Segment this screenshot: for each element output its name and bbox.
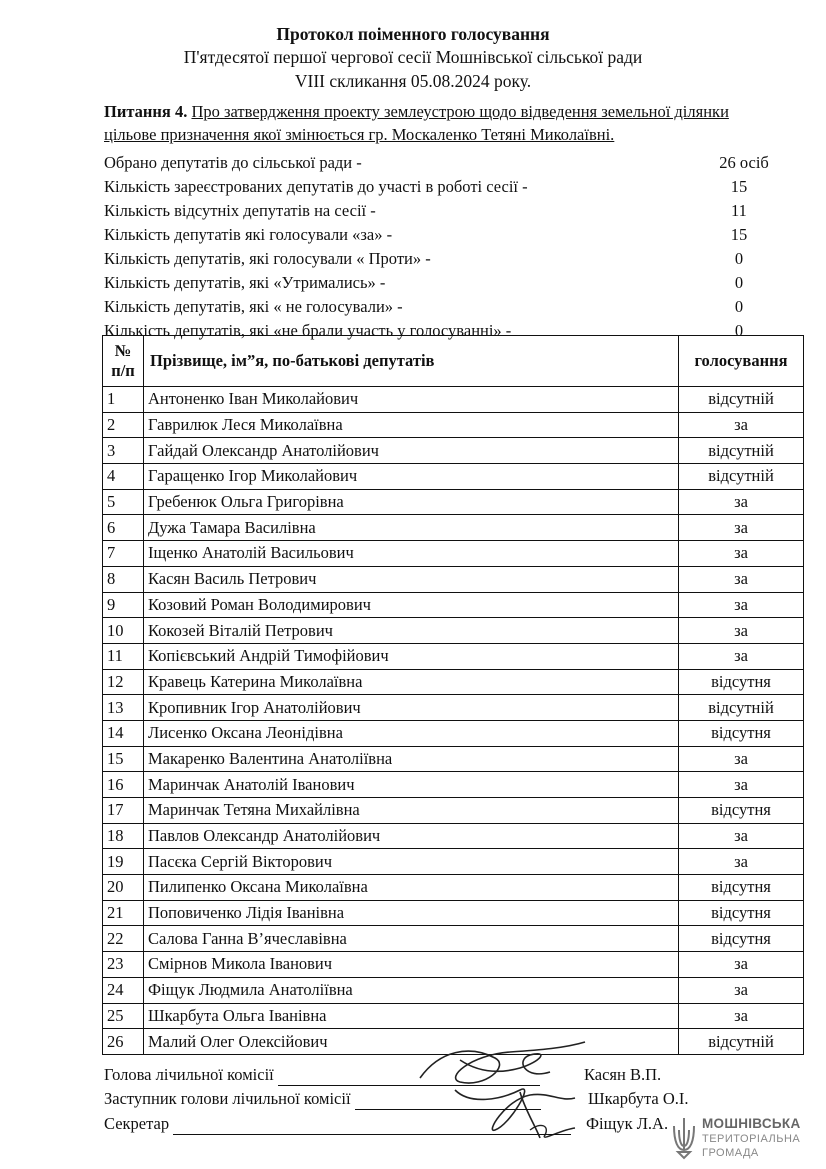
- table-row: [103, 798, 804, 824]
- deputy-name: Пилипенко Оксана Миколаївна: [144, 875, 679, 901]
- vote-result: за: [679, 952, 804, 978]
- row-number: 19: [103, 849, 144, 875]
- table-row: [103, 643, 804, 669]
- vote-result: відсутній: [679, 1029, 804, 1055]
- deputy-name: Гребенюк Ольга Григорівна: [144, 489, 679, 515]
- chair-signature-line: [104, 1064, 540, 1086]
- deputy-name: Копієвський Андрій Тимофійович: [144, 643, 679, 669]
- deputy-signature-line: [104, 1088, 541, 1110]
- row-number: 11: [103, 643, 144, 669]
- table-row: [103, 1003, 804, 1029]
- row-number: 1: [103, 387, 144, 413]
- row-number: 25: [103, 1003, 144, 1029]
- deputy-name: Смірнов Микола Іванович: [144, 952, 679, 978]
- table-row: [103, 464, 804, 490]
- deputy-name: Шкарбута Ольга Іванівна: [144, 1003, 679, 1029]
- row-number: 15: [103, 746, 144, 772]
- deputy-name: Поповиченко Лідія Іванівна: [144, 900, 679, 926]
- deputy-name: Кравець Катерина Миколаївна: [144, 669, 679, 695]
- stat-row: [104, 271, 804, 295]
- vote-result: відсутній: [679, 438, 804, 464]
- table-row: [103, 977, 804, 1003]
- table-row: [103, 952, 804, 978]
- table-row: [103, 720, 804, 746]
- row-number: 18: [103, 823, 144, 849]
- vote-result: відсутня: [679, 900, 804, 926]
- vote-result: за: [679, 541, 804, 567]
- table-row: [103, 387, 804, 413]
- vote-result: за: [679, 566, 804, 592]
- document-title: Протокол поіменного голосування: [276, 24, 550, 44]
- vote-result: відсутній: [679, 695, 804, 721]
- row-number: 21: [103, 900, 144, 926]
- deputy-name: Гайдай Олександр Анатолійович: [144, 438, 679, 464]
- stat-label: Кількість депутатів, які « не голосували» -: [104, 297, 403, 316]
- row-number: 9: [103, 592, 144, 618]
- secretary-label: Секретар: [104, 1114, 170, 1133]
- table-row: [103, 592, 804, 618]
- stat-row: [104, 175, 804, 199]
- table-row: [103, 900, 804, 926]
- deputy-label: Заступник голови лічильної комісії: [104, 1089, 351, 1108]
- deputy-name: Маринчак Анатолій Іванович: [144, 772, 679, 798]
- deputy-name: Гаращенко Ігор Миколайович: [144, 464, 679, 490]
- header-vote: голосування: [679, 336, 804, 387]
- row-number: 8: [103, 566, 144, 592]
- deputy-name: Антоненко Іван Миколайович: [144, 387, 679, 413]
- vote-result: відсутній: [679, 387, 804, 413]
- community-watermark: [670, 1114, 810, 1164]
- vote-statistics: [104, 151, 804, 343]
- question-block: Питання 4. Про затвердження проекту землеустрою щодо відведення земельної ділянки цільове призначення якої змінюється гр. Москаленко Тетяні Миколаївні.: [104, 102, 729, 144]
- deputy-name: Маринчак Тетяна Михайлівна: [144, 798, 679, 824]
- row-number: 5: [103, 489, 144, 515]
- vote-result: за: [679, 746, 804, 772]
- row-number: 20: [103, 875, 144, 901]
- question-text-line1: Про затвердження проекту землеустрою щодо відведення земельної ділянки: [191, 102, 729, 121]
- chair-name: Касян В.П.: [584, 1065, 662, 1084]
- row-number: 24: [103, 977, 144, 1003]
- stat-row: [104, 295, 804, 319]
- row-number: 2: [103, 412, 144, 438]
- stat-value: 0: [734, 273, 744, 292]
- vote-result: відсутня: [679, 798, 804, 824]
- vote-table: [102, 335, 804, 1055]
- stat-value: 0: [734, 297, 744, 316]
- deputy-name: Шкарбута О.І.: [588, 1089, 689, 1108]
- convocation-date: VIII скликання 05.08.2024 року.: [294, 71, 532, 91]
- stat-value: 15: [730, 225, 748, 244]
- deputy-name: Салова Ганна В’ячеславівна: [144, 926, 679, 952]
- deputy-name: Лисенко Оксана Леонідівна: [144, 720, 679, 746]
- stat-label: Кількість депутатів, які «не брали участь у голосуванні» -: [104, 321, 512, 340]
- deputy-name: Козовий Роман Володимирович: [144, 592, 679, 618]
- header-name: Прізвище, ім”я, по-батькові депутатів: [144, 336, 679, 387]
- table-row: [103, 695, 804, 721]
- stat-value: 26 осіб: [719, 153, 769, 172]
- deputy-name: Фіщук Людмила Анатоліївна: [144, 977, 679, 1003]
- deputy-name: Малий Олег Олексійович: [144, 1029, 679, 1055]
- stat-label: Кількість зареєстрованих депутатів до участі в роботі сесії -: [104, 177, 528, 196]
- table-row: [103, 412, 804, 438]
- row-number: 13: [103, 695, 144, 721]
- stat-label: Кількість депутатів, які «Утримались» -: [104, 273, 386, 292]
- deputy-name: Касян Василь Петрович: [144, 566, 679, 592]
- table-header-row: [103, 336, 804, 387]
- vote-result: за: [679, 592, 804, 618]
- stat-label: Кількість відсутніх депутатів на сесії -: [104, 201, 376, 220]
- row-number: 17: [103, 798, 144, 824]
- stat-row: [104, 223, 804, 247]
- table-row: [103, 541, 804, 567]
- vote-result: за: [679, 772, 804, 798]
- vote-result: за: [679, 412, 804, 438]
- watermark-line2: ТЕРИТОРІАЛЬНА: [702, 1133, 801, 1145]
- stat-row: [104, 151, 804, 175]
- table-row: [103, 926, 804, 952]
- table-body: [103, 387, 804, 1055]
- question-text-line2: цільове призначення якої змінюється гр. Москаленко Тетяні Миколаївні.: [104, 125, 615, 144]
- vote-result: відсутня: [679, 669, 804, 695]
- vote-result: відсутня: [679, 926, 804, 952]
- table-row: [103, 438, 804, 464]
- row-number: 4: [103, 464, 144, 490]
- vote-result: за: [679, 977, 804, 1003]
- row-number: 3: [103, 438, 144, 464]
- row-number: 7: [103, 541, 144, 567]
- table-row: [103, 875, 804, 901]
- vote-result: за: [679, 643, 804, 669]
- vote-result: відсутній: [679, 464, 804, 490]
- vote-result: за: [679, 823, 804, 849]
- table-row: [103, 823, 804, 849]
- deputy-name: Пасєка Сергій Вікторович: [144, 849, 679, 875]
- row-number: 16: [103, 772, 144, 798]
- table-row: [103, 669, 804, 695]
- watermark-line3: ГРОМАДА: [702, 1147, 759, 1159]
- row-number: 12: [103, 669, 144, 695]
- table-row: [103, 772, 804, 798]
- vote-result: за: [679, 618, 804, 644]
- session-subtitle: П'ятдесятої першої чергової сесії Мошнівської сільської ради: [183, 47, 643, 67]
- deputy-name: Кропивник Ігор Анатолійович: [144, 695, 679, 721]
- row-number: 6: [103, 515, 144, 541]
- table-row: [103, 618, 804, 644]
- deputy-name: Дужа Тамара Василівна: [144, 515, 679, 541]
- deputy-name: Макаренко Валентина Анатоліївна: [144, 746, 679, 772]
- table-row: [103, 566, 804, 592]
- vote-result: за: [679, 1003, 804, 1029]
- stat-value: 0: [734, 321, 744, 340]
- table-row: [103, 746, 804, 772]
- deputy-name: Гаврилюк Леся Миколаївна: [144, 412, 679, 438]
- deputy-name: Кокозей Віталій Петрович: [144, 618, 679, 644]
- table-row: [103, 515, 804, 541]
- table-row: [103, 849, 804, 875]
- stat-value: 15: [730, 177, 748, 196]
- stat-value: 0: [734, 249, 744, 268]
- row-number: 26: [103, 1029, 144, 1055]
- deputy-name: Павлов Олександр Анатолійович: [144, 823, 679, 849]
- table-row: [103, 489, 804, 515]
- question-label: Питання 4: [104, 102, 184, 121]
- row-number: 22: [103, 926, 144, 952]
- row-number: 10: [103, 618, 144, 644]
- vote-result: відсутня: [679, 720, 804, 746]
- vote-result: за: [679, 849, 804, 875]
- row-number: 23: [103, 952, 144, 978]
- stat-label: Обрано депутатів до сільської ради -: [104, 153, 362, 172]
- secretary-name: Фіщук Л.А.: [586, 1114, 669, 1133]
- vote-result: за: [679, 489, 804, 515]
- vote-result: за: [679, 515, 804, 541]
- secretary-signature-line: [104, 1113, 571, 1135]
- row-number: 14: [103, 720, 144, 746]
- chair-label: Голова лічильної комісії: [104, 1065, 274, 1084]
- vote-result: відсутня: [679, 875, 804, 901]
- trident-icon: [670, 1116, 698, 1160]
- stat-row: [104, 247, 804, 271]
- stat-row: [104, 199, 804, 223]
- watermark-line1: МОШНІВСЬКА: [702, 1116, 801, 1131]
- stat-label: Кількість депутатів які голосували «за» -: [104, 225, 393, 244]
- deputy-name: Іщенко Анатолій Васильович: [144, 541, 679, 567]
- header-num: № п/п: [103, 336, 144, 387]
- stat-label: Кількість депутатів, які голосували « Проти» -: [104, 249, 431, 268]
- stat-value: 11: [731, 201, 747, 220]
